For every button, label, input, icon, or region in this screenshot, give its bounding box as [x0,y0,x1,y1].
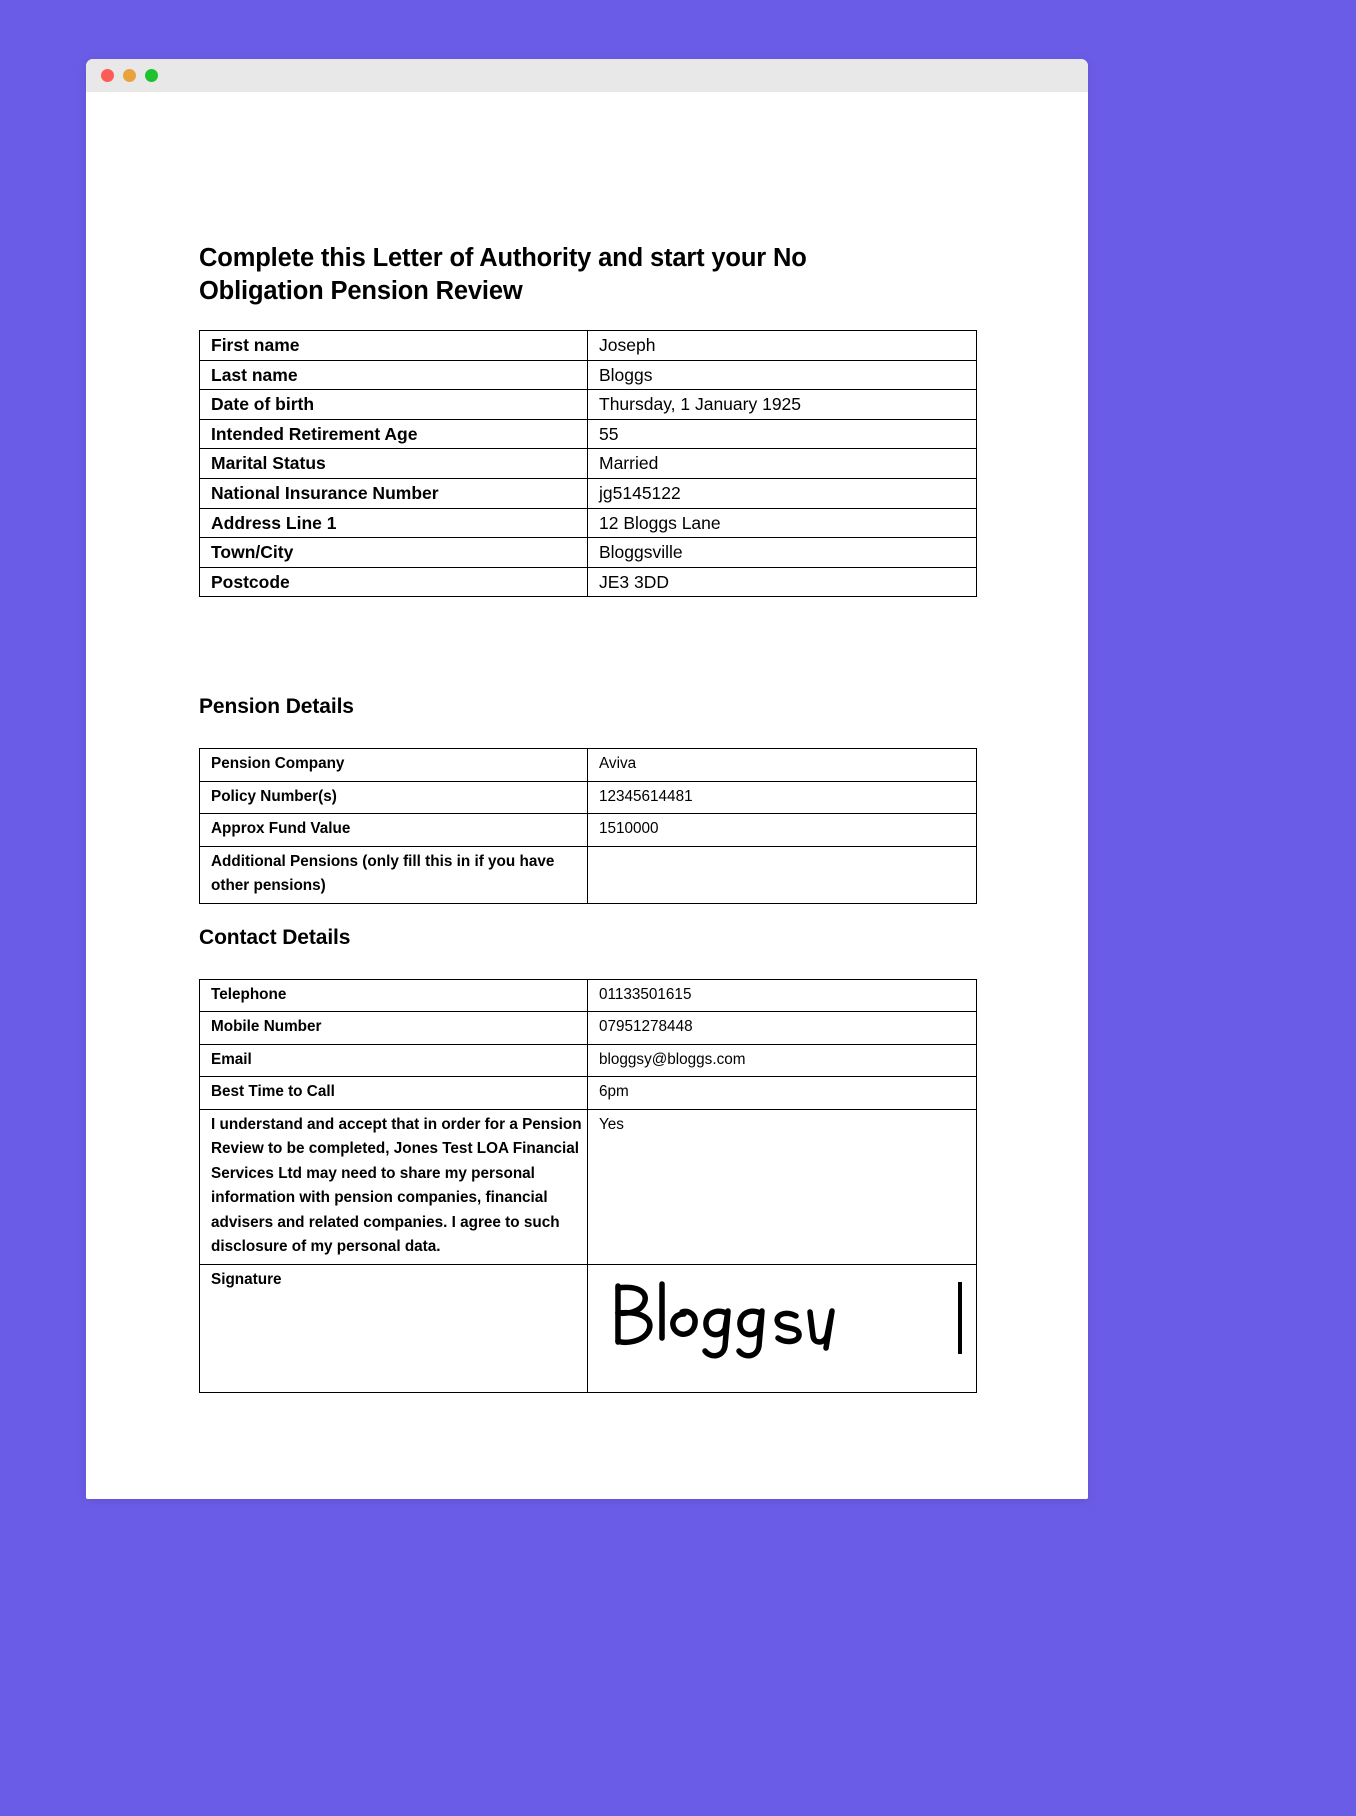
consent-statement-value: Yes [588,1109,977,1264]
spacer [199,950,977,979]
table-row [200,390,977,420]
contact-details-table [199,979,977,1393]
table-row [200,814,977,847]
row-label: First name [200,331,588,361]
row-label: Additional Pensions (only fill this in if you have other pensions) [200,846,588,903]
row-value [588,846,977,903]
traffic-light-buttons [101,69,158,82]
row-value: 1510000 [588,814,977,847]
row-label: Email [200,1044,588,1077]
table-row [200,1044,977,1077]
table-row [200,508,977,538]
contact-details-heading: Contact Details [199,925,351,949]
row-value: JE3 3DD [588,567,977,597]
personal-details-table [199,330,977,597]
close-window-icon[interactable] [101,69,114,82]
row-label: Marital Status [200,449,588,479]
row-value: Joseph [588,331,977,361]
row-label: Town/City [200,538,588,568]
window-titlebar [86,59,1088,92]
row-label: National Insurance Number [200,478,588,508]
pension-details-table [199,748,977,904]
row-label: Last name [200,360,588,390]
consent-statement-label: I understand and accept that in order for a Pension Review to be completed, Jones Test LOA Financial Services Ltd may need to share my personal information with pension companies, financial advisers and related companies. I agree to such disclosure of my personal data. [200,1109,588,1264]
table-row [200,1109,977,1264]
signature-label: Signature [200,1264,588,1392]
row-value: Aviva [588,749,977,782]
table-row [200,846,977,903]
spacer [199,597,977,695]
row-label: Best Time to Call [200,1077,588,1110]
row-value: Bloggsville [588,538,977,568]
table-row [200,1012,977,1045]
row-value: 07951278448 [588,1012,977,1045]
table-row [200,478,977,508]
row-value: 01133501615 [588,979,977,1012]
row-label: Intended Retirement Age [200,419,588,449]
row-value: 12345614481 [588,781,977,814]
spacer [199,719,977,748]
table-row [200,419,977,449]
signature-cursor-bar [958,1282,962,1354]
row-value: Bloggs [588,360,977,390]
row-label: Address Line 1 [200,508,588,538]
document-content [199,242,977,1393]
pension-details-heading: Pension Details [199,695,354,719]
table-row [200,979,977,1012]
row-value: 55 [588,419,977,449]
table-row [200,538,977,568]
row-value: jg5145122 [588,478,977,508]
table-row [200,749,977,782]
browser-window [86,59,1088,1499]
table-row [200,1264,977,1392]
row-label: Mobile Number [200,1012,588,1045]
table-row [200,567,977,597]
table-row [200,1077,977,1110]
row-label: Postcode [200,567,588,597]
minimize-window-icon[interactable] [123,69,136,82]
table-row [200,781,977,814]
row-value: 12 Bloggs Lane [588,508,977,538]
maximize-window-icon[interactable] [145,69,158,82]
signature-field[interactable] [588,1264,977,1392]
row-label: Telephone [200,979,588,1012]
row-value: Thursday, 1 January 1925 [588,390,977,420]
spacer [199,904,977,926]
document-page [86,92,1088,1499]
row-label: Approx Fund Value [200,814,588,847]
table-row [200,331,977,361]
row-label: Policy Number(s) [200,781,588,814]
row-value: bloggsy@bloggs.com [588,1044,977,1077]
signature-ink [610,1278,860,1377]
row-label: Pension Company [200,749,588,782]
table-row [200,360,977,390]
row-value: Married [588,449,977,479]
page-title: Complete this Letter of Authority and start your No Obligation Pension Review [199,244,807,305]
row-value: 6pm [588,1077,977,1110]
table-row [200,449,977,479]
row-label: Date of birth [200,390,588,420]
